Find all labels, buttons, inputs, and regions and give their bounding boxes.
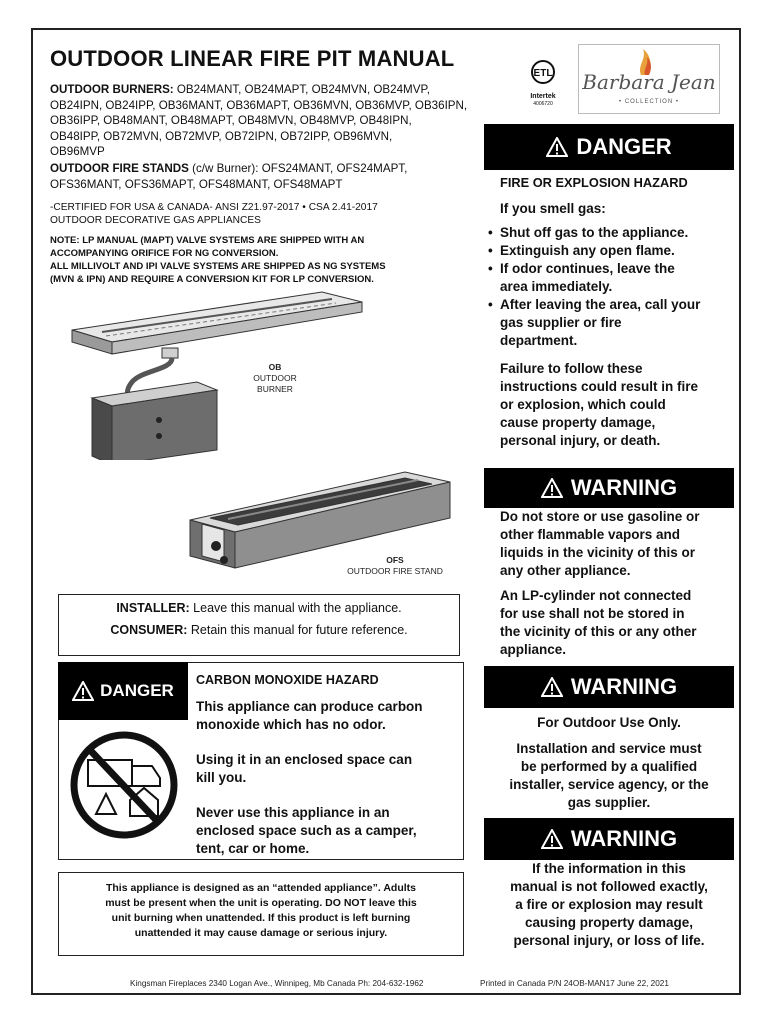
co-line: kill you. — [196, 770, 247, 785]
stands-label: OUTDOOR FIRE STANDS — [50, 162, 189, 175]
ofs-caption — [340, 555, 450, 577]
danger-bullet — [488, 260, 732, 296]
co-paragraph-1 — [196, 698, 461, 734]
warning1-line: liquids in the vicinity of this or — [500, 545, 696, 560]
danger-heading: FIRE OR EXPLOSION HAZARD — [500, 175, 688, 190]
footer-address: Kingsman Fireplaces 2340 Logan Ave., Winnipeg, Mb Canada Ph: 204-632-1962 — [130, 979, 424, 988]
co-line: monoxide which has no odor. — [196, 717, 386, 732]
co-line: Using it in an enclosed space can — [196, 752, 413, 767]
note-line: (MVN & IPN) AND REQUIRE A CONVERSION KIT FOR LP CONVERSION. — [50, 274, 374, 285]
warning-banner-3 — [484, 818, 734, 860]
attended-line: unit burning when unattended. If this product is left burning — [111, 912, 411, 924]
cert-number: 4006720 — [533, 101, 553, 107]
co-line: Never use this appliance in an — [196, 805, 390, 820]
co-line: tent, car or home. — [196, 841, 310, 856]
danger-fail-line: Failure to follow these — [500, 361, 643, 376]
warning2-line: Installation and service must — [516, 741, 702, 756]
certified-block — [50, 201, 378, 227]
danger-bullet-text: area immediately. — [500, 279, 613, 294]
ob-code: OB — [268, 362, 282, 372]
warning1-line: appliance. — [500, 642, 567, 657]
ofs-caption-line: OUTDOOR FIRE STAND — [347, 566, 443, 576]
attended-appliance-box — [58, 872, 464, 956]
attended-line: This appliance is designed as an “attended appliance”. Adults — [105, 882, 417, 894]
outdoor-use-only: For Outdoor Use Only. — [537, 715, 681, 730]
warning2-line: be performed by a qualified — [520, 759, 698, 774]
danger-fail-line: instructions could result in fire — [500, 379, 699, 394]
certified-line: -CERTIFIED FOR USA & CANADA- ANSI Z21.97-2017 • CSA 2.41-2017 — [50, 202, 378, 213]
co-line: This appliance can produce carbon — [196, 699, 423, 714]
danger-smell-gas: If you smell gas: — [500, 201, 606, 216]
no-enclosed-space-icon — [68, 726, 180, 849]
co-heading: CARBON MONOXIDE HAZARD — [196, 673, 379, 687]
warning1-line: for use shall not be stored in — [500, 606, 685, 621]
danger-bullet-text: After leaving the area, call your — [500, 297, 701, 312]
danger-bullet-text: gas supplier or fire — [500, 315, 622, 330]
warning1-line: any other appliance. — [500, 563, 631, 578]
danger-bullet-text: If odor continues, leave the — [500, 261, 675, 276]
warning-label: WARNING — [570, 674, 678, 699]
warning3-line: causing property damage, — [524, 915, 694, 930]
warning3-line: manual is not followed exactly, — [510, 879, 708, 894]
warning-label: WARNING — [570, 475, 678, 500]
svg-text:Barbara Jean: Barbara Jean — [582, 70, 716, 94]
burners-label: OUTDOOR BURNERS: — [50, 83, 174, 96]
burners-line: OB96MVP — [50, 145, 105, 158]
stands-line: OFS36MANT, OFS36MAPT, OFS48MANT, OFS48MAPT — [50, 177, 343, 191]
svg-text:ETL: ETL — [533, 68, 553, 79]
warning3-line: If the information in this — [532, 861, 686, 876]
danger-bullet: • Shut off gas to the appliance. — [488, 224, 732, 242]
warning1-line: Do not store or use gasoline or — [500, 509, 700, 524]
warning3-line: personal injury, or loss of life. — [513, 933, 705, 948]
ob-caption — [235, 362, 315, 395]
co-paragraph-2 — [196, 751, 461, 787]
burners-line: OB48IPP, OB72MVN, OB72MVP, OB72IPN, OB72IPP, OB96MVN, — [50, 129, 393, 143]
burners-block — [50, 82, 467, 160]
co-danger-banner — [58, 662, 188, 720]
warning-triangle-icon — [546, 137, 568, 157]
warning-triangle-icon — [72, 681, 94, 701]
cert-brand: Intertek — [530, 93, 556, 100]
stands-qualifier: (c/w Burner): — [188, 162, 262, 175]
installer-label: INSTALLER: — [116, 601, 190, 615]
consumer-label: CONSUMER: — [110, 623, 188, 637]
installer-consumer-box — [58, 594, 460, 656]
burners-line: OB24IPN, OB24IPP, OB36MANT, OB36MAPT, OB36MVN, OB36MVP, OB36IPN, — [50, 98, 468, 112]
warning-banner-2 — [484, 666, 734, 708]
consumer-text: Retain this manual for future reference. — [187, 623, 408, 637]
danger-fail-line: or explosion, which could — [500, 397, 666, 412]
warning2-line: gas supplier. — [567, 795, 651, 810]
danger-bullet: • Extinguish any open flame. — [488, 242, 732, 260]
danger-bullets — [488, 224, 732, 350]
barbara-jean-logo — [578, 44, 720, 114]
warning-triangle-icon — [541, 478, 563, 498]
warning3-text — [484, 860, 734, 950]
stands-block — [50, 161, 407, 192]
ob-caption-line: OUTDOOR — [253, 373, 297, 383]
etl-cert-mark — [526, 58, 560, 107]
installer-text: Leave this manual with the appliance. — [189, 601, 402, 615]
co-danger-label: DANGER — [100, 681, 174, 700]
co-paragraph-3 — [196, 804, 461, 858]
danger-failure-text — [500, 360, 698, 450]
note-line: ALL MILLIVOLT AND IPI VALVE SYSTEMS ARE SHIPPED AS NG SYSTEMS — [50, 261, 386, 272]
certified-line: OUTDOOR DECORATIVE GAS APPLIANCES — [50, 215, 261, 226]
warning1-line: An LP-cylinder not connected — [500, 588, 692, 603]
danger-label: DANGER — [576, 134, 672, 159]
danger-fail-line: personal injury, or death. — [500, 433, 661, 448]
danger-bullet-text: department. — [500, 333, 578, 348]
warning1-line: the vicinity of this or any other — [500, 624, 697, 639]
attended-line: unattended it may cause damage or serious injury. — [134, 927, 388, 939]
danger-fail-line: cause property damage, — [500, 415, 656, 430]
notes-block — [50, 234, 480, 286]
ob-caption-line: BURNER — [257, 384, 293, 394]
burners-line: OB24MANT, OB24MAPT, OB24MVN, OB24MVP, — [176, 83, 430, 96]
warning-banner-1 — [484, 468, 734, 508]
ofs-code: OFS — [386, 555, 404, 565]
warning-triangle-icon — [541, 829, 563, 849]
warning1-text-2 — [500, 587, 697, 659]
ob-burner-illustration — [62, 290, 382, 465]
co-line: enclosed space such as a camper, — [196, 823, 417, 838]
warning3-line: a fire or explosion may result — [515, 897, 703, 912]
danger-bullet — [488, 296, 732, 350]
stands-line: OFS24MANT, OFS24MAPT, — [261, 162, 408, 175]
warning-triangle-icon — [541, 677, 563, 697]
warning2-text — [484, 740, 734, 812]
danger-banner — [484, 124, 734, 170]
warning-label: WARNING — [570, 826, 678, 851]
footer-part-number: Printed in Canada P/N 24OB-MAN17 June 22, 2021 — [480, 979, 669, 988]
warning1-line: other flammable vapors and — [500, 527, 681, 542]
attended-line: must be present when the unit is operating. DO NOT leave this — [105, 897, 417, 909]
note-line: NOTE: LP MANUAL (MAPT) VALVE SYSTEMS ARE SHIPPED WITH AN — [50, 235, 365, 246]
burners-line: OB36IPP, OB48MANT, OB48MAPT, OB48MVN, OB48MVP, OB48IPN, — [50, 114, 412, 127]
warning2-line: installer, service agency, or the — [509, 777, 709, 792]
svg-text:• COLLECTION •: • COLLECTION • — [619, 99, 679, 105]
warning1-text — [500, 508, 700, 580]
page-title: OUTDOOR LINEAR FIRE PIT MANUAL — [50, 46, 455, 71]
note-line: ACCOMPANYING ORIFICE FOR NG CONVERSION. — [50, 248, 279, 259]
